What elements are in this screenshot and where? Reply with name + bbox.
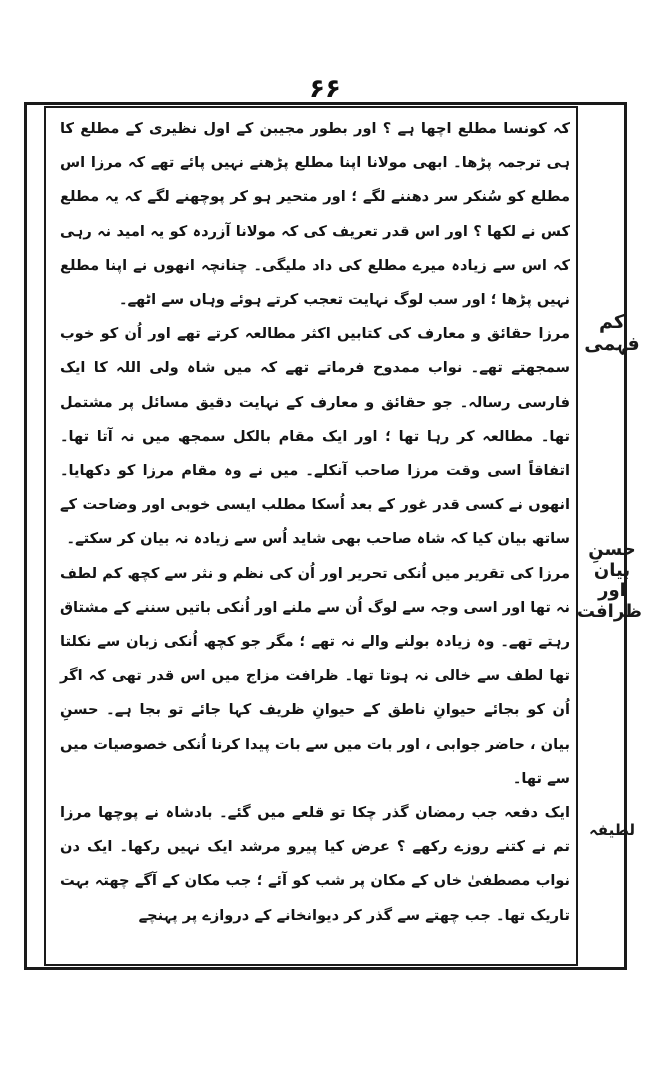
paragraph-4: ایک دفعہ جب رمضان گذر چکا تو قلعے میں گئے۔ بادشاہ نے پوچھا مرزا تم نے کتنے روزے رکھے ؟ عرض کیا پیرو مرشد ایک نہیں رکھا۔ ایک دن نواب مصطفیٰ خاں کے مکان پر شب کو آئے ؛ جب مکان کے آگے چھتہ بہت تاریک تھا۔ جب چھتے سے گذر کر دیوانخانے کے دروازے پر پہنچے: [60, 804, 570, 924]
margin-note-kam-fahmi: کم فہمی: [584, 311, 640, 355]
main-text: [60, 112, 570, 933]
paragraph-1: کہ کونسا مطلع اچھا ہے ؟ اور بطور مجیبن کے اول نظیری کے مطلع کا ہی ترجمہ پڑھا۔ ابھی مولانا اپنا مطلع پڑھنے نہیں پائے تھے کہ مرزا اس مطلع کو سُنکر سر دھننے لگے ؛ اور متحیر ہو کر پوچھنے لگے کہ یہ مطلع کس نے لکھا ؟ اور اس قدر تعریف کی کہ مولانا آزردہ کو یہ امید نہ رہی کہ اس سے زیادہ میرے مطلع کی داد ملیگی۔ چنانچہ انھوں نے اپنا مطلع نہیں پڑھا ؛ اور سب لوگ نہایت تعجب کرتے ہوئے وہاں سے اٹھے۔: [60, 120, 570, 309]
paragraph-2: مرزا حقائق و معارف کی کتابیں اکثر مطالعہ کرتے تھے اور اُن کو خوب سمجھتے تھے۔ نواب ممدوح فرماتے تھے کہ میں شاہ ولی اللہ کا ایک فارسی رسالہ۔ جو حقائق و معارف کے نہایت دقیق مسائل پر مشتمل تھا۔ مطالعہ کر رہا تھا ؛ اور ایک مقام بالکل سمجھ میں نہ آتا تھا۔ اتفاقاً اسی وقت مرزا صاحب آنکلے۔ میں نے وہ مقام مرزا کو دکھایا۔ انھوں نے کسی قدر غور کے بعد اُسکا مطلب ایسی خوبی اور وضاحت کے ساتھ بیان کیا کہ شاہ صاحب بھی شاید اُس سے زیادہ نہ بیان کر سکتے۔: [60, 325, 570, 548]
page-number: ۶۶: [309, 74, 341, 104]
margin-note-husn-e-bayan: حسنِ بیان اور ظرافت: [576, 539, 642, 623]
margin-note-latifa: لطیفہ: [589, 821, 635, 839]
paragraph-3: مرزا کی تقریر میں اُنکی تحریر اور اُن کی نظم و نثر سے کچھ کم لطف نہ تھا اور اسی وجہ سے لوگ اُن سے ملنے اور اُنکی باتیں سننے کے مشتاق رہتے تھے۔ وہ زیادہ بولنے والے نہ تھے ؛ مگر جو کچھ اُنکی زبان سے نکلتا تھا لطف سے خالی نہ ہوتا تھا۔ ظرافت مزاج میں اس قدر تھی کہ اگر اُن کو بجائے حیوانِ ناطق کے حیوانِ ظریف کہا جائے تو بجا ہے۔ حسنِ بیان ، حاضر جوابی ، اور بات میں سے بات پیدا کرنا اُنکی خصوصیات میں سے تھا۔: [60, 564, 570, 787]
